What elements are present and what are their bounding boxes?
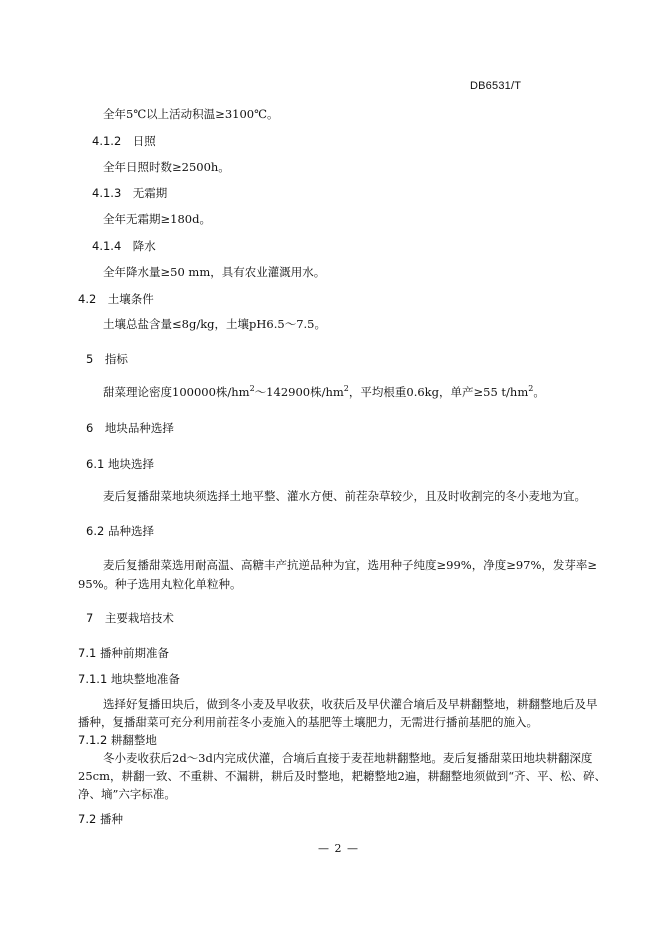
section-6-1-heading: 6.1 地块选择 bbox=[86, 457, 154, 471]
frost-free-text: 全年无霜期≥180d。 bbox=[103, 212, 211, 226]
section-4-1-2-heading: 4.1.2 日照 bbox=[92, 134, 156, 148]
indicator-part-4: 。 bbox=[533, 385, 545, 399]
indicator-part-3: ，平均根重0.6kg，单产≥55 t/hm bbox=[348, 385, 529, 399]
variety-text-line-2: 95%。种子选用丸粒化单粒种。 bbox=[78, 577, 242, 591]
section-7-1-heading: 7.1 播种前期准备 bbox=[78, 646, 169, 660]
indicator-text bbox=[103, 384, 545, 400]
soil-text: 土壤总盐含量≤8g/kg，土壤pH6.5～7.5。 bbox=[103, 317, 326, 331]
section-7-heading: 7 主要栽培技术 bbox=[86, 611, 174, 625]
preparation-text-line-1: 选择好复播田块后，做到冬小麦及早收获，收获后及早伏灌合墒后及早耕翻整地，耕翻整地后及早 bbox=[103, 697, 598, 711]
indicator-part-2: ～142900株/hm bbox=[254, 385, 344, 399]
tillage-text-line-2: 25cm，耕翻一致、不重耕、不漏耕，耕后及时整地，耙耱整地2遍，耕翻整地须做到“齐、平、松、碎、 bbox=[78, 769, 607, 783]
variety-text-line-1: 麦后复播甜菜选用耐高温、高糖丰产抗逆品种为宜，选用种子纯度≥99%，净度≥97%，发芽率≥ bbox=[103, 558, 598, 572]
indicator-sup-3: 2 bbox=[528, 384, 534, 394]
section-6-2-heading: 6.2 品种选择 bbox=[86, 524, 154, 538]
indicator-sup-2: 2 bbox=[343, 384, 349, 394]
section-4-2-heading: 4.2 土壤条件 bbox=[78, 292, 154, 306]
section-4-1-4-heading: 4.1.4 降水 bbox=[92, 239, 156, 253]
section-5-heading: 5 指标 bbox=[86, 352, 128, 366]
plot-selection-text: 麦后复播甜菜地块须选择土地平整、灌水方便、前茬杂草较少，且及时收割完的冬小麦地为宜。 bbox=[103, 489, 586, 503]
section-6-heading: 6 地块品种选择 bbox=[86, 421, 174, 435]
page-number: — 2 — bbox=[318, 842, 359, 855]
indicator-sup-1: 2 bbox=[249, 384, 255, 394]
precipitation-text: 全年降水量≥50 mm，具有农业灌溉用水。 bbox=[103, 265, 326, 279]
tillage-text-line-1: 冬小麦收获后2d～3d内完成伏灌，合墒后直接于麦茬地耕翻整地。麦后复播甜菜田地块耕翻深度 bbox=[103, 751, 593, 765]
tillage-text-line-3: 净、墒”六字标准。 bbox=[78, 787, 176, 801]
section-4-1-3-heading: 4.1.3 无霜期 bbox=[92, 186, 168, 200]
accumulated-temperature-text: 全年5℃以上活动积温≥3100℃。 bbox=[103, 107, 279, 121]
sunshine-text: 全年日照时数≥2500h。 bbox=[103, 160, 230, 174]
section-7-1-2-heading: 7.1.2 耕翻整地 bbox=[78, 733, 157, 747]
document-code: DB6531/T bbox=[470, 80, 522, 92]
indicator-part-1: 甜菜理论密度100000株/hm bbox=[103, 385, 250, 399]
section-7-1-1-heading: 7.1.1 地块整地准备 bbox=[78, 672, 180, 686]
section-7-2-heading: 7.2 播种 bbox=[78, 812, 123, 826]
preparation-text-line-2: 播种，复播甜菜可充分利用前茬冬小麦施入的基肥等土壤肥力，无需进行播前基肥的施入。 bbox=[78, 715, 538, 729]
